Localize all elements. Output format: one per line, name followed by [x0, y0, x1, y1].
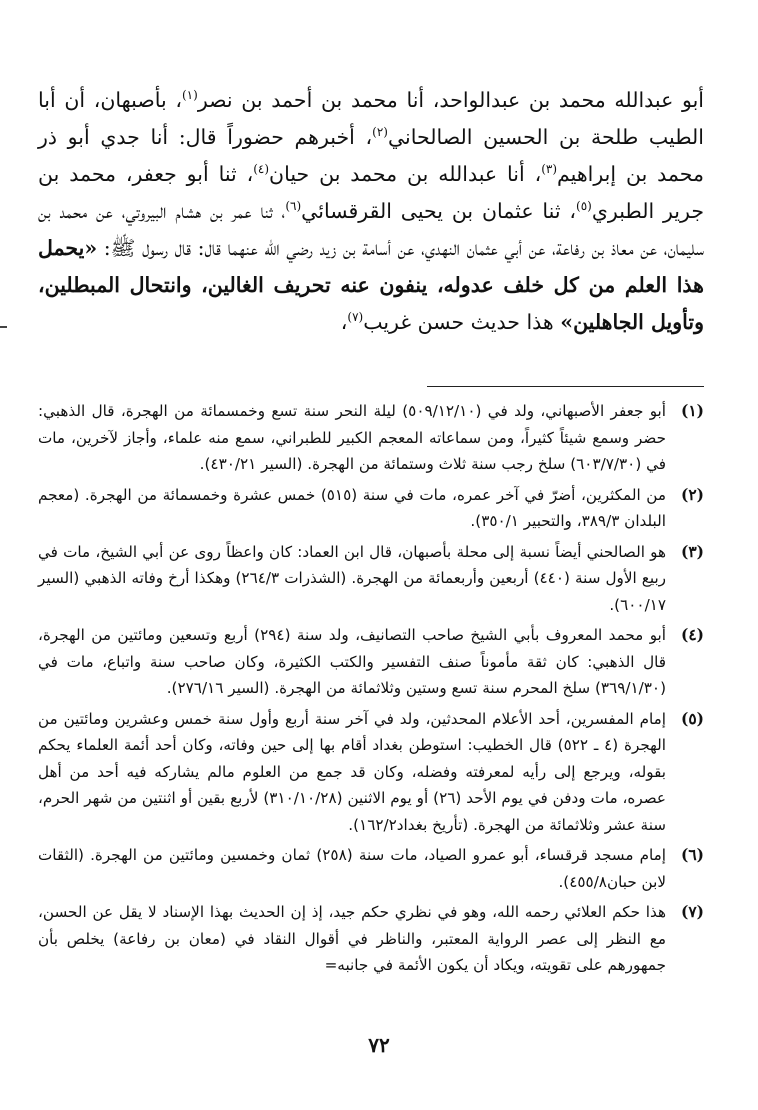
footnote-text: أبو محمد المعروف بأبي الشيخ صاحب التصانيف، ولد سنة (٢٩٤) أربع وتسعين ومائتين من الهجرة، قال الذهبي: كان ثقة مأموناً صنف التفسير والكتب الكثيرة، وكان صاحب سنة واتباع، مات في (٣٦٩/١/٣٠) سلخ المحرم سنة تسع وستين وثلاثمائة من الهجرة. (السير ٢٧٦/١٦). — [38, 626, 666, 697]
footnote-number: (٥) — [680, 708, 704, 728]
text-segment: هذا حديث حسن غريب — [363, 310, 561, 334]
text-segment: ، بأصبهان، أن أبا الطيب طلحة بن الحسين الصالحاني — [38, 88, 704, 149]
footnote-number: (٦) — [680, 845, 704, 864]
main-paragraph — [38, 82, 704, 341]
footnote-3 — [38, 539, 704, 619]
footnote-text: إمام مسجد قرقساء، أبو عمرو الصياد، مات سنة (٢٥٨) ثمان وخمسين ومائتين من الهجرة. (الثقات لابن حبان٤٥٥/٨). — [38, 846, 666, 891]
margin-mark — [0, 326, 7, 328]
text-segment: ، ثنا عمر بن هشام البيروتي، عن محمد بن سليمان، عن معاذ بن رفاعة، عن أبي عثمان النهدي، عن أسامة بن زيد رضي الله عنهما قال: قال رسول ﷺ: — [38, 199, 704, 260]
text-segment: ، أخبرهم حضوراً قال: أنا جدي أبو ذر محمد بن إبراهيم — [38, 125, 704, 186]
footnote-ref-1[interactable]: (١) — [181, 88, 198, 103]
footnote-4 — [38, 622, 704, 702]
hadith-quote: «يحمل هذا العلم من كل خلف عدوله، ينفون عنه تحريف الغالين، وانتحال المبطلين، وتأويل الجاهلين» — [38, 236, 704, 334]
footnote-text: إمام المفسرين، أحد الأعلام المحدثين، ولد في آخر سنة أربع وأول سنة خمس وعشرين ومائتين من الهجرة (٤ ـ ٥٢٢) قال الخطيب: استوطن بغداد أقام بها إلى حين وفاته، وكان أحد أئمة العلماء يحكم بقوله، ويرجع إلى رأيه لمعرفته وفضله، وكان قد جمع من العلوم مالم يشاركه فيه أحد من أهل عصره، مات ودفن في يوم الأحد (٢٦) أو يوم الاثنين (٣١٠/١٠/٢٨) لأربع بقين أو اثنتين من شهر الحرم، سنة عشر وثلاثمائة من الهجرة. (تأريخ بغداد١٦٢/٢). — [38, 709, 666, 834]
text-segment: ، أنا عبدالله بن محمد بن حيان — [269, 162, 542, 186]
footnote-text: من المكثرين، أضرّ في آخر عمره، مات في سنة (٥١٥) خمس عشرة وخمسمائة من الهجرة. (معجم البلدان ٣٨٩/٣، والتحبير ٣٥٠/١). — [38, 485, 666, 530]
footnote-number: (٧) — [680, 902, 704, 921]
text-segment: ، ثنا أبو جعفر، محمد بن جرير الطبري — [38, 162, 704, 223]
footnote-ref-4[interactable]: (٤) — [253, 162, 270, 177]
text-segment: أبو عبدالله محمد بن عبدالواحد، أنا محمد بن أحمد بن نصر — [197, 88, 704, 112]
footnote-1 — [38, 398, 704, 478]
footnote-5 — [38, 706, 704, 839]
footnote-2 — [38, 482, 704, 535]
footnote-text: أبو جعفر الأصبهاني، ولد في (٥٠٩/١٢/١٠) ليلة النحر سنة تسع وخمسمائة من الهجرة، قال الذهبي: حضر وسمع شيئاً كثيراً، ومن سماعاته المعجم الكبير للطبراني، سمع منه علماء، وأجاز لآخرين، مات في (٦٠٣/٧/٣٠) سلخ رجب سنة ثلاث وستمائة من الهجرة. (السير ٤٣٠/٢١). — [38, 402, 667, 473]
text-segment: ، — [340, 310, 348, 334]
footnote-ref-7[interactable]: (٧) — [347, 310, 364, 325]
footnote-ref-5[interactable]: (٥) — [576, 199, 592, 214]
footnote-ref-6[interactable]: (٦) — [285, 199, 302, 214]
footnote-number: (٤) — [680, 625, 704, 644]
footnote-ref-3[interactable]: (٣) — [541, 162, 558, 177]
footnote-ref-2[interactable]: (٢) — [372, 125, 388, 140]
footnote-number: (١) — [680, 401, 704, 420]
footnote-separator — [427, 386, 704, 387]
text-segment: ، ثنا عثمان بن يحيى القرقسائي — [301, 199, 577, 223]
footnote-text: هو الصالحني أيضاً نسبة إلى محلة بأصبهان، قال ابن العماد: كان واعظاً روى عن أبي الشيخ، مات في ربيع الأول سنة (٤٤٠) أربعين وأربعمائة من الهجرة. (الشذرات ٢٦٤/٣) وهكذا أرخ وفاته الذهبي (السير ٦٠٠/١٧). — [38, 542, 666, 614]
page-number: ٧٢ — [368, 1033, 390, 1057]
footnote-number: (٣) — [680, 541, 704, 561]
footnote-6 — [38, 842, 704, 895]
footnote-7 — [38, 899, 704, 979]
main-text — [38, 82, 704, 341]
footnotes — [38, 398, 704, 983]
footnote-number: (٢) — [680, 484, 704, 504]
footnote-text: هذا حكم العلائي رحمه الله، وهو في نظري حكم جيد، إذ إن الحديث بهذا الإسناد لا يقل عن الحسن، مع النظر إلى عصر الرواية المعتبر، والناظر في أقوال النقاد في (معان بن رفاعة) يخلص بأن جمهورهم على تقويته، ويكاد أن يكون الأئمة في جانبه= — [38, 903, 666, 974]
